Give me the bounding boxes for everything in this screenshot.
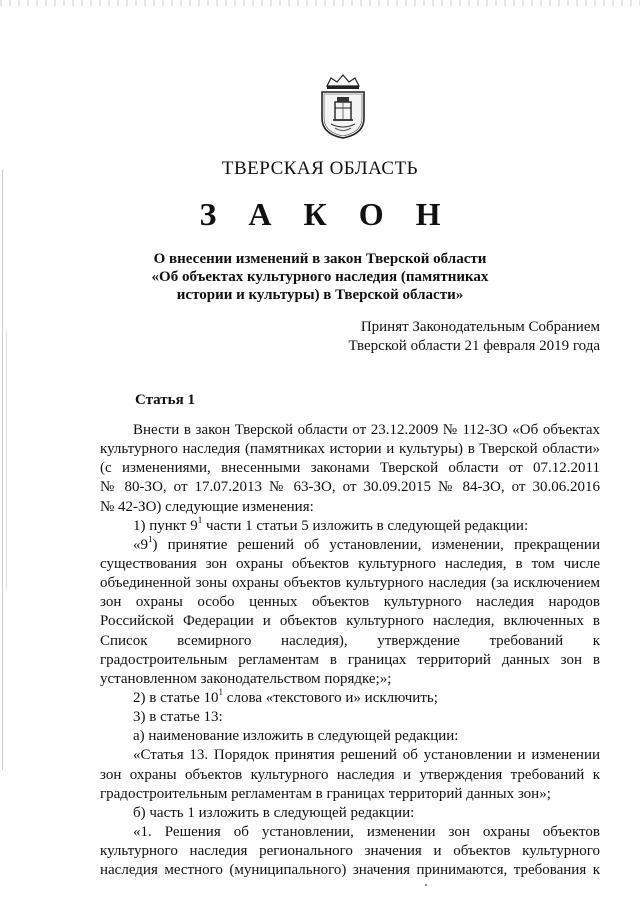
quote-3-line: наследия местного (муниципального) значения принимаются, требования к	[100, 862, 600, 879]
quote-1-line: установленном законодательством порядке;»;	[100, 670, 392, 687]
quote-1-line: существования зон охраны объектов культурного наследия, в том числе	[100, 555, 600, 572]
quote-1-line: Российской Федерации и объектов культурного наследия, включенных в	[100, 613, 600, 630]
quote-1-line: Список всемирного наследия), утверждение требований к	[100, 632, 600, 649]
intro-line: Внести в закон Тверской области от 23.12.2009 № 112-ЗО «Об объектах	[133, 422, 600, 438]
scan-artifact-top	[0, 0, 640, 6]
subject-line: истории и культуры) в Тверской области»	[176, 287, 464, 303]
scan-speck	[425, 884, 427, 886]
amendment-item-3: 3) в статье 13:	[133, 709, 223, 726]
region-title: ТВЕРСКАЯ ОБЛАСТЬ	[221, 158, 419, 179]
amendment-item-3b: б) часть 1 изложить в следующей редакции:	[133, 804, 415, 821]
adoption-line: Тверской области 21 февраля 2019 года	[348, 338, 600, 354]
subject-line: «Об объектах культурного наследия (памятниках	[151, 269, 489, 285]
law-subject	[0, 250, 640, 304]
intro-line: культурного наследия (памятниках истории и культуры) в Тверской области»	[100, 441, 600, 458]
quote-2-line: «Статья 13. Порядок принятия решений об установлении и изменении	[133, 747, 600, 764]
quote-1-line: зон охраны особо ценных объектов культурного наследия народов	[100, 594, 600, 611]
amendment-item-1: 1) пункт $9^1$ части 1 статьи 5 изложить в следующей редакции:	[133, 514, 529, 534]
quote-3-line: культурного наследия регионального значения и объектов культурного	[100, 843, 600, 860]
quote-1-first-line: «$9^1$) принятие решений об установлении, изменении, прекращении	[133, 535, 600, 553]
intro-line: № 80-ЗО, от 17.07.2013 № 63-ЗО, от 30.09.2015 № 84-ЗО, от 30.06.2016	[100, 479, 600, 496]
amendment-item-3a: а) наименование изложить в следующей редакции:	[133, 728, 459, 745]
quote-2-line: градостроительным регламентам в границах территорий данных зон»;	[100, 785, 551, 802]
adoption-note	[349, 318, 600, 356]
intro-line: № 42-ЗО) следующие изменения:	[100, 498, 314, 515]
coat-of-arms-emblem	[319, 72, 367, 140]
quote-1-line: градостроительным регламентам в границах территорий данных зон в	[100, 651, 600, 668]
quote-3-line: «1. Решения об установлении, изменении зон охраны объектов	[133, 823, 600, 840]
article-heading: Статья 1	[135, 392, 195, 408]
scan-artifact-left-2	[6, 330, 7, 590]
document-type-title: З А К О Н	[199, 196, 453, 232]
intro-line: (с изменениями, внесенными законами Тверской области от 07.12.2011	[100, 460, 600, 477]
amendment-item-2: 2) в статье $10^1$ слова «текстового и» исключить;	[133, 686, 438, 706]
subject-line: О внесении изменений в закон Тверской области	[153, 251, 487, 267]
adoption-line: Принят Законодательным Собранием	[360, 319, 600, 335]
article-body	[100, 421, 600, 880]
quote-1-line: объединенной зоны охраны объектов культурного наследия (за исключением	[100, 575, 600, 592]
quote-2-line: зон охраны объектов культурного наследия и утверждения требований к	[100, 766, 600, 783]
